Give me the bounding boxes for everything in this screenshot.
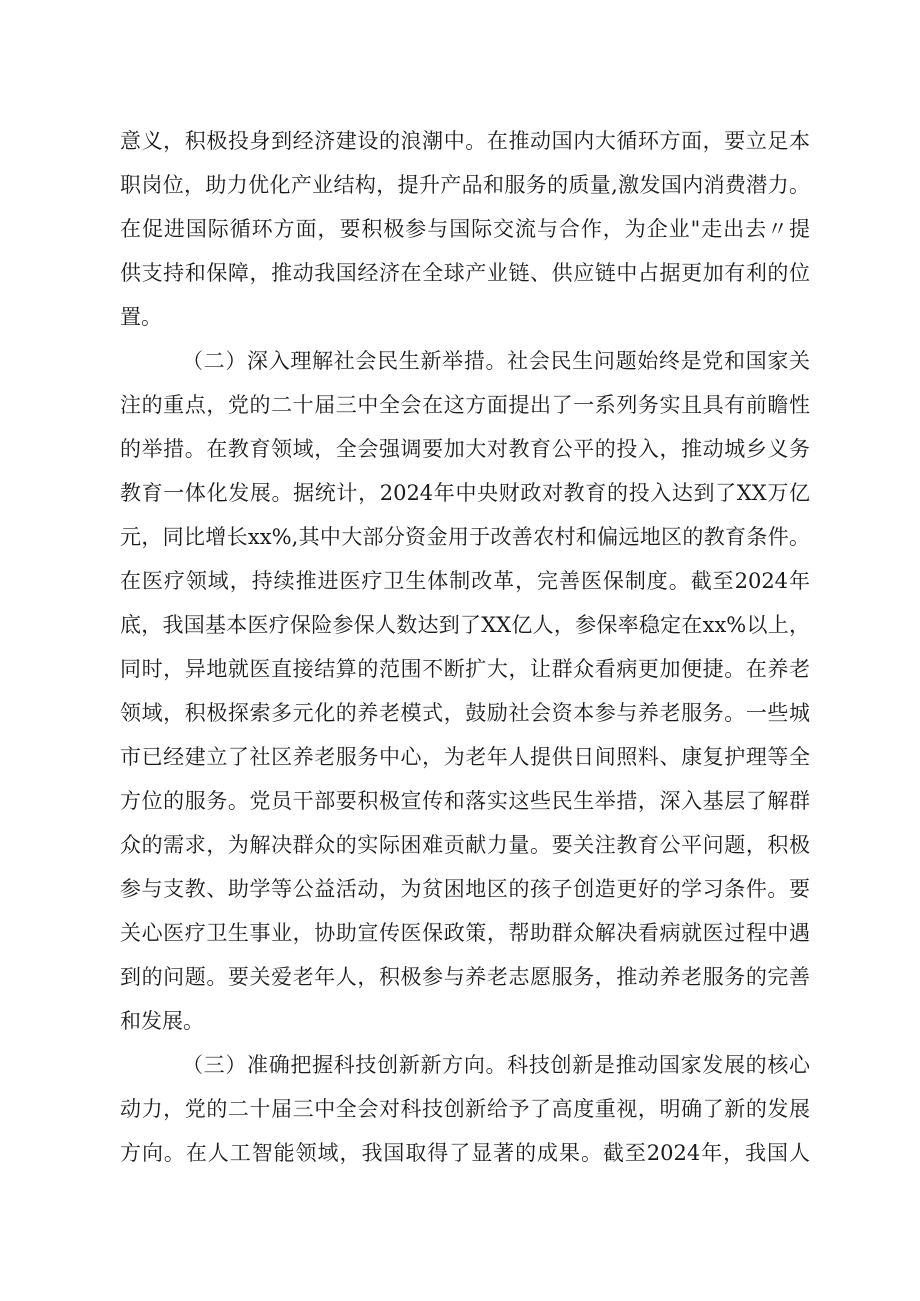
text-line: 关心医疗卫生事业，协助宣传医保政策，帮助群众解决看病就医过程中遇 — [120, 921, 810, 945]
text-line: 同时，异地就医直接结算的范围不断扩大，让群众看病更加便捷。在养老 — [120, 657, 810, 681]
text-line: 教育一体化发展。据统计，2024年中央财政对教育的投入达到了XX万亿 — [120, 481, 810, 505]
text-line: 职岗位，助力优化产业结构，提升产品和服务的质量,激发国内消费潜力。 — [120, 173, 810, 197]
text-line: 注的重点，党的二十届三中全会在这方面提出了一系列务实且具有前瞻性 — [120, 393, 810, 417]
text-line: 方位的服务。党员干部要积极宣传和落实这些民生举措，深入基层了解群 — [120, 789, 810, 813]
section-heading-line: （二）深入理解社会民生新举措。社会民生问题始终是党和国家关 — [182, 349, 810, 373]
text-line: 意义，积极投身到经济建设的浪潮中。在推动国内大循环方面，要立足本 — [120, 129, 810, 153]
text-line: 在促进国际循环方面，要积极参与国际交流与合作，为企业"走出去〃提 — [120, 217, 810, 241]
text-line: 在医疗领域，持续推进医疗卫生体制改革，完善医保制度。截至2024年 — [120, 569, 810, 593]
text-line: 底，我国基本医疗保险参保人数达到了XX亿人，参保率稳定在xx%以上， — [120, 613, 810, 637]
text-line: 置。 — [120, 305, 162, 329]
text-line: 到的问题。要关爱老年人，积极参与养老志愿服务，推动养老服务的完善 — [120, 965, 810, 989]
text-line: 元，同比增长xx%,其中大部分资金用于改善农村和偏远地区的教育条件。 — [120, 525, 810, 549]
text-line: 动力，党的二十届三中全会对科技创新给予了高度重视，明确了新的发展 — [120, 1097, 810, 1121]
text-line: 方向。在人工智能领域，我国取得了显著的成果。截至2024年，我国人 — [120, 1141, 810, 1165]
section-heading-line: （三）准确把握科技创新新方向。科技创新是推动国家发展的核心 — [182, 1053, 810, 1077]
text-line: 供支持和保障，推动我国经济在全球产业链、供应链中占据更加有利的位 — [120, 261, 810, 285]
document-body — [120, 119, 810, 1175]
text-line: 众的需求，为解决群众的实际困难贡献力量。要关注教育公平问题，积极 — [120, 833, 810, 857]
text-line: 参与支教、助学等公益活动，为贫困地区的孩子创造更好的学习条件。要 — [120, 877, 810, 901]
text-line: 领域，积极探索多元化的养老模式，鼓励社会资本参与养老服务。一些城 — [120, 701, 810, 725]
text-line: 和发展。 — [120, 1009, 204, 1033]
text-line: 市已经建立了社区养老服务中心，为老年人提供日间照料、康复护理等全 — [120, 745, 810, 769]
text-line: 的举措。在教育领域，全会强调要加大对教育公平的投入，推动城乡义务 — [120, 437, 810, 461]
